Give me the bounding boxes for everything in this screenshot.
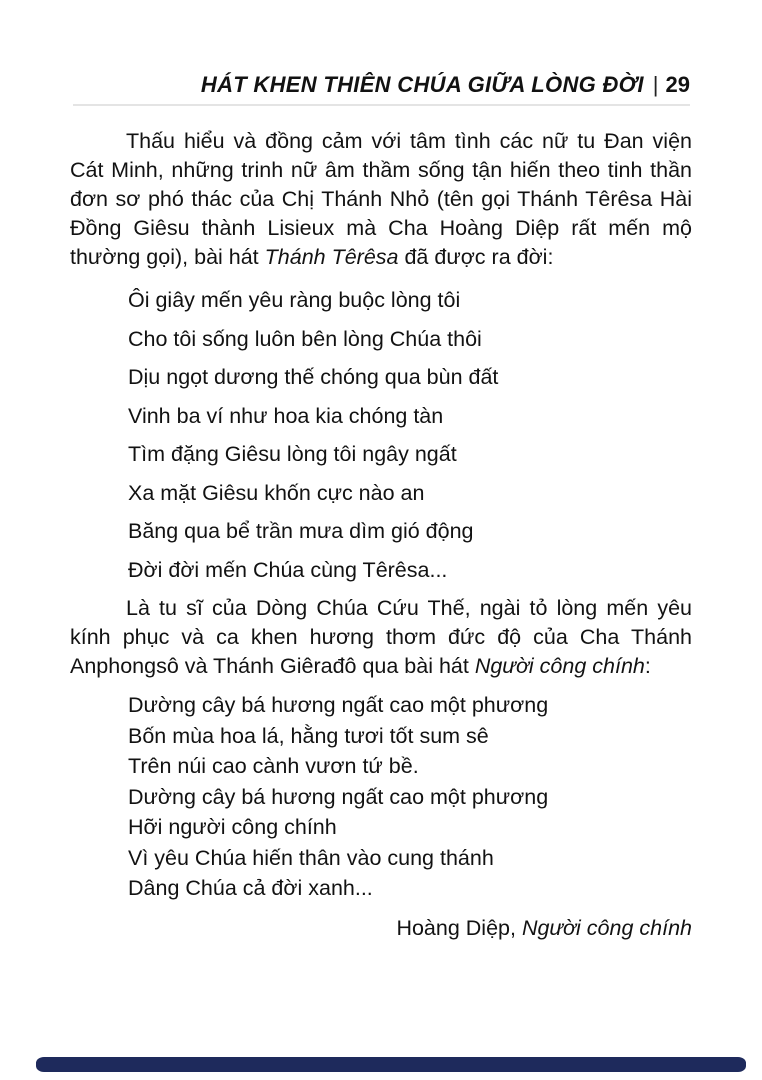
page-content [70, 127, 692, 943]
lyric-line: Bốn mùa hoa lá, hằng tươi tốt sum sê [128, 723, 489, 748]
lyric-line: Băng qua bể trần mưa dìm gió động [128, 519, 474, 543]
lyric-line: Dường cây bá hương ngất cao một phương [128, 784, 549, 809]
lyric-line: Xa mặt Giêsu khốn cực nào an [128, 480, 425, 505]
lyric-line: Cho tôi sống luôn bên lòng Chúa thôi [128, 326, 482, 351]
lyrics-thanh-teresa [128, 281, 692, 589]
paragraph-text: Là tu sĩ của Dòng Chúa Cứu Thế, ngài tỏ lòng mến yêu kính phục và ca khen hương thơm đức độ của Cha Thánh Anphongsô và Thánh Giêrađô qua bài hát [70, 596, 692, 678]
lyric-line: Dâng Chúa cả đời xanh... [128, 876, 373, 900]
lyric-line: Trên núi cao cành vươn tứ bề. [128, 754, 419, 778]
running-header-title: HÁT KHEN THIÊN CHÚA GIỮA LÒNG ĐỜI [200, 72, 644, 97]
header-separator: | [652, 72, 659, 97]
running-header [201, 72, 690, 98]
attribution [70, 914, 692, 943]
page-number: 29 [665, 72, 690, 97]
paragraph-text: : [644, 654, 651, 678]
lyric-line: Dường cây bá hương ngất cao một phương [128, 693, 549, 717]
song-title-italic: Người công chính [474, 654, 645, 678]
lyric-line: Hỡi người công chính [128, 815, 337, 839]
header-rule [73, 104, 690, 106]
lyric-line: Vinh ba ví như hoa kia chóng tàn [128, 403, 444, 428]
song-title-italic: Thánh Têrêsa [264, 245, 399, 269]
attribution-author: Hoàng Diệp, [396, 915, 522, 940]
lyric-line: Dịu ngọt dương thế chóng qua bùn đất [128, 365, 499, 389]
lyric-line: Ôi giây mến yêu ràng buộc lòng tôi [128, 288, 461, 312]
page-bottom-scan-edge [36, 1057, 746, 1072]
paragraph-text: Thấu hiểu và đồng cảm với tâm tình các nữ tu Đan viện Cát Minh, những trinh nữ âm thầm sống tận hiến theo tinh thần đơn sơ phó thác của Chị Thánh Nhỏ (tên gọi Thánh Têrêsa Hài Đồng Giêsu thành Lisieux mà Cha Hoàng Diệp rất mến mộ thường gọi), bài hát [70, 129, 692, 269]
attribution-work-italic: Người công chính [521, 915, 692, 940]
paragraph-intro-nguoi-cong-chinh [70, 594, 692, 681]
lyric-line: Tìm đặng Giêsu lòng tôi ngây ngất [128, 442, 457, 466]
lyrics-nguoi-cong-chinh [128, 690, 692, 904]
paragraph-text: đã được ra đời: [398, 245, 554, 269]
lyric-line: Vì yêu Chúa hiến thân vào cung thánh [128, 845, 494, 870]
lyric-line: Đời đời mến Chúa cùng Têrêsa... [128, 557, 448, 582]
paragraph-intro-thanh-teresa [70, 127, 692, 272]
